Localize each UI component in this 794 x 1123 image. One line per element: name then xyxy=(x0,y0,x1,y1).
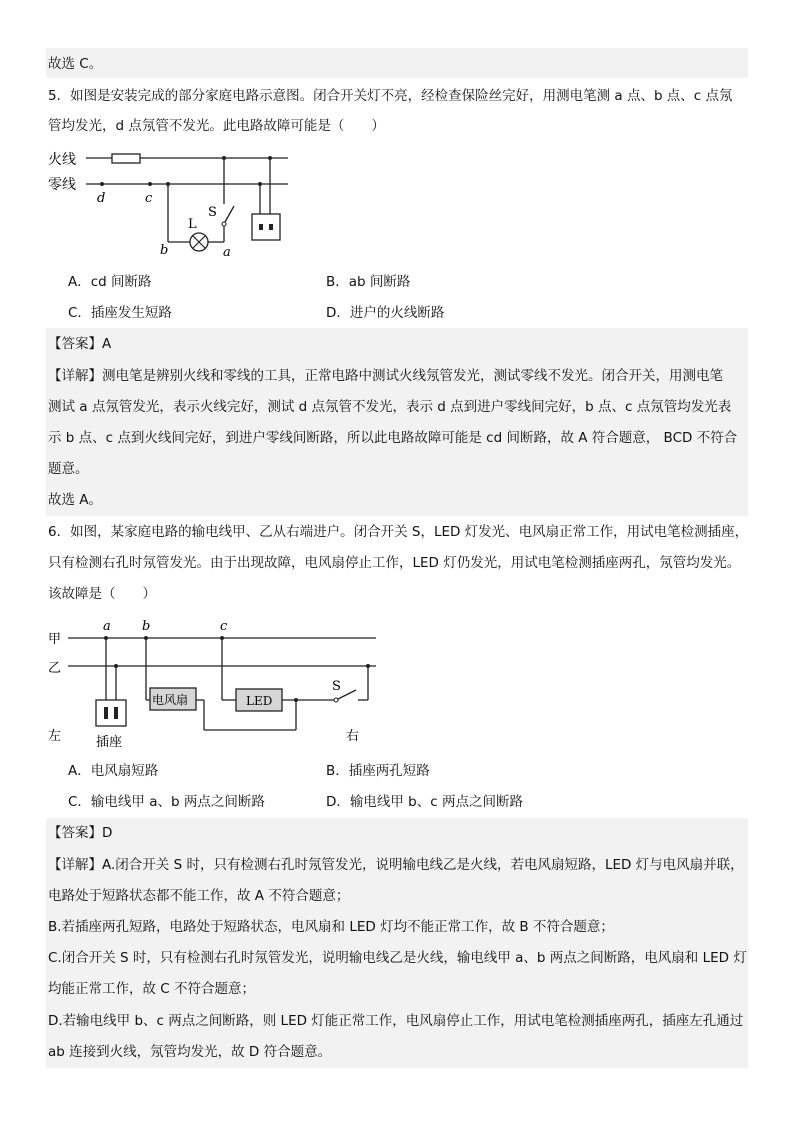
q5-detail-line1: 【详解】测电笔是辨别火线和零线的工具，正常电路中测试火线氖管发光，测试零线不发光。闭合开关，用测电笔 xyxy=(48,368,723,384)
q5-stem-line2: 管均发光，d 点氖管不发光。此电路故障可能是（ ） xyxy=(48,118,385,134)
q6-label-left: 左 xyxy=(48,729,62,744)
q6-socket xyxy=(96,700,126,726)
q5-option-c: C．插座发生短路 xyxy=(68,305,172,321)
q6-label-led: LED xyxy=(246,694,273,708)
q5-label-d: d xyxy=(97,191,106,206)
q5-label-S: S xyxy=(208,205,217,220)
q5-label-L: L xyxy=(188,217,197,232)
q5-option-d: D．进户的火线断路 xyxy=(326,305,445,321)
q6-detail-b: B.若插座两孔短路，电路处于短路状态，电风扇和 LED 灯均不能正常工作，故 B 不符合题意； xyxy=(48,919,614,935)
q6-option-b: B．插座两孔短路 xyxy=(326,763,430,779)
q5-choose: 故选 A。 xyxy=(48,492,103,508)
q6-option-a: A．电风扇短路 xyxy=(68,763,159,779)
q6-circuit-diagram xyxy=(46,614,382,754)
q5-label-live: 火线 xyxy=(48,152,76,168)
q6-label-a: a xyxy=(103,619,111,634)
q5-circuit-diagram xyxy=(48,146,308,262)
q5-option-b: B．ab 间断路 xyxy=(326,274,411,290)
top-choose: 故选 C。 xyxy=(48,56,103,72)
q6-label-fan: 电风扇 xyxy=(152,693,189,707)
q6-label-c: c xyxy=(220,619,228,634)
q6-stem-line3: 该故障是（ ） xyxy=(48,586,156,602)
q5-detail-line2: 测试 a 点氖管发光，表示火线完好，测试 d 点氖管不发光，表示 d 点到进户零线间完好，b 点、c 点氖管均发光表 xyxy=(48,399,732,415)
q6-label-S: S xyxy=(332,679,341,694)
q6-stem-line2: 只有检测右孔时氖管发光。由于出现故障，电风扇停止工作，LED 灯仍发光，用试电笔检测插座两孔，氖管均发光。 xyxy=(48,555,741,571)
q6-label-jia: 甲 xyxy=(48,632,62,647)
q5-answer: 【答案】A xyxy=(48,336,112,352)
q6-detail-d-line1: D.若输电线甲 b、c 两点之间断路，则 LED 灯能正常工作，电风扇停止工作，用试电笔检测插座两孔，插座左孔通过 xyxy=(48,1013,744,1029)
q5-option-a: A．cd 间断路 xyxy=(68,274,152,290)
q5-label-a: a xyxy=(223,245,231,260)
q5-label-b: b xyxy=(160,243,169,258)
q6-detail-a-line1: 【详解】A.闭合开关 S 时，只有检测右孔时氖管发光，说明输电线乙是火线，若电风扇短路，LED 灯与电风扇并联， xyxy=(48,857,744,873)
q6-answer: 【答案】D xyxy=(48,825,113,841)
q6-option-c: C．输电线甲 a、b 两点之间断路 xyxy=(68,794,265,810)
q6-label-yi: 乙 xyxy=(48,661,62,676)
q5-socket xyxy=(252,214,280,240)
q5-fuse xyxy=(112,154,140,163)
q5-detail-line4: 题意。 xyxy=(48,461,89,477)
q6-option-d: D．输电线甲 b、c 两点之间断路 xyxy=(326,794,523,810)
q5-label-c: c xyxy=(145,191,153,206)
q6-detail-a-line2: 电路处于短路状态都不能工作，故 A 不符合题意； xyxy=(48,888,350,904)
q5-switch xyxy=(225,206,234,222)
shade-top xyxy=(46,48,748,78)
q6-label-socket: 插座 xyxy=(96,735,123,750)
q6-detail-c-line1: C.闭合开关 S 时，只有检测右孔时氖管发光，说明输电线乙是火线，输电线甲 a、b 两点之间断路，电风扇和 LED 灯 xyxy=(48,950,747,966)
q6-stem-line1: 6．如图，某家庭电路的输电线甲、乙从右端进户。闭合开关 S，LED 灯发光、电风扇正常工作，用试电笔检测插座， xyxy=(48,524,749,540)
q6-detail-c-line2: 均能正常工作，故 C 不符合题意； xyxy=(48,981,256,997)
q5-detail-line3: 示 b 点、c 点到火线间完好，到进户零线间断路，所以此电路故障可能是 cd 间断路，故 A 符合题意， BCD 不符合 xyxy=(48,430,738,446)
q6-detail-d-line2: ab 连接到火线，氖管均发光，故 D 符合题意。 xyxy=(48,1044,332,1060)
q5-label-neutral: 零线 xyxy=(48,177,76,193)
shade-q5-answer xyxy=(46,328,748,516)
q6-label-right: 右 xyxy=(346,729,360,744)
q6-label-b: b xyxy=(142,619,151,634)
q5-stem-line1: 5．如图是安装完成的部分家庭电路示意图。闭合开关灯不亮，经检查保险丝完好，用测电笔测 a 点、b 点、c 点氖 xyxy=(48,88,733,104)
